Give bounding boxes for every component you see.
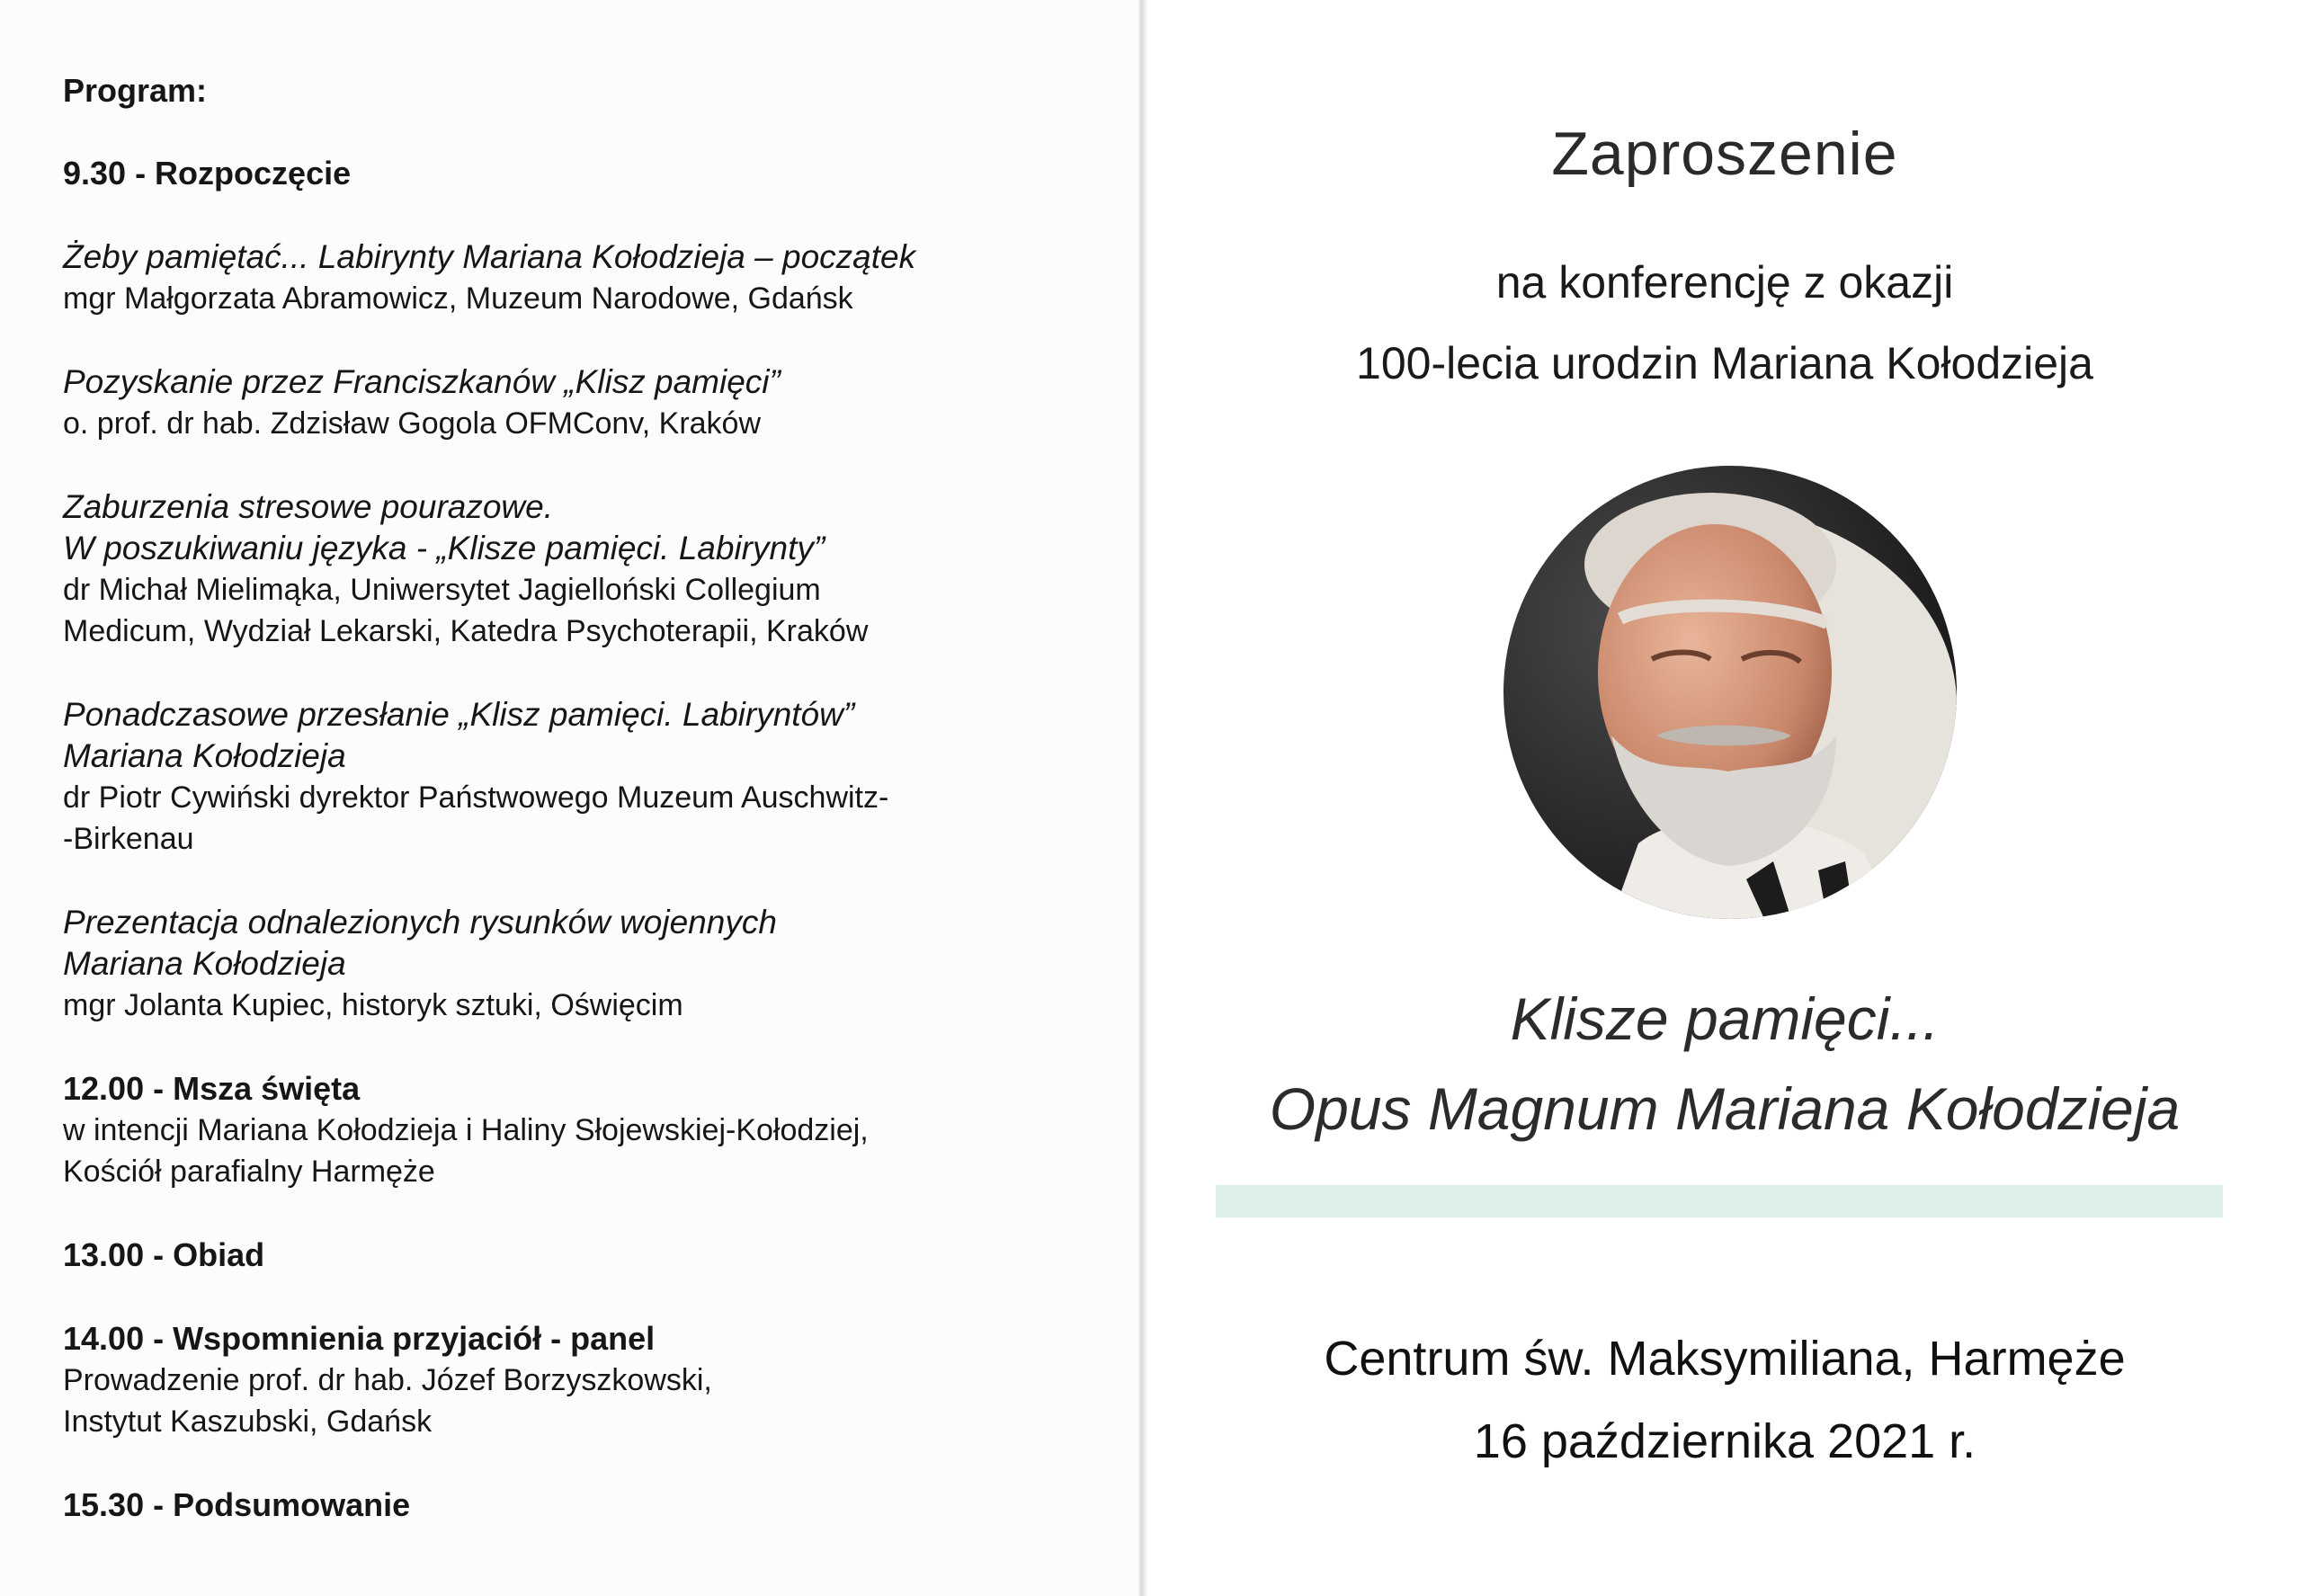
quote-line: Opus Magnum Mariana Kołodzieja [1269, 1075, 2181, 1142]
speaker-info: Kościół parafialny Harmęże [63, 1155, 435, 1189]
speaker-info: mgr Jolanta Kupiec, historyk sztuki, Oświęcim [63, 988, 683, 1022]
program-item [63, 1318, 1106, 1442]
talk-title: Ponadczasowe przesłanie „Klisz pamięci. Labiryntów” [63, 696, 855, 733]
invitation-subtitle: na konferencję z okazji [1495, 257, 1954, 308]
speaker-info: w intencji Mariana Kołodzieja i Haliny Słojewskiej-Kołodziej, [63, 1113, 869, 1147]
program-item [63, 236, 1106, 319]
portrait-photo [1503, 466, 1957, 919]
talk-title: W poszukiwaniu języka - „Klisze pamięci. Labirynty” [63, 530, 825, 566]
speaker-info: Instytut Kaszubski, Gdańsk [63, 1404, 433, 1439]
speaker-info: dr Piotr Cywiński dyrektor Państwowego Muzeum Auschwitz- [63, 780, 889, 815]
speaker-info: -Birkenau [63, 822, 194, 856]
program-item-head: 13.00 - Obiad [63, 1236, 265, 1273]
program-item-head: 12.00 - Msza święta [63, 1070, 361, 1107]
talk-title: Prezentacja odnalezionych rysunków wojennych [63, 904, 777, 941]
quote-line: Klisze pamięci... [1510, 985, 1940, 1052]
speaker-info: mgr Małgorzata Abramowicz, Muzeum Narodowe, Gdańsk [63, 281, 853, 316]
program-item [63, 1235, 1106, 1276]
program-item-head: 15.30 - Podsumowanie [63, 1486, 411, 1523]
program-item [63, 486, 1106, 652]
invitation-page [1147, 0, 2302, 1596]
program-item [63, 1485, 1106, 1526]
program-item [63, 1068, 1106, 1192]
program-list [63, 72, 1106, 1568]
portrait-image [1503, 466, 1957, 919]
program-item-head: 9.30 - Rozpoczęcie [63, 155, 352, 192]
program-item-head: 14.00 - Wspomnienia przyjaciół - panel [63, 1320, 656, 1357]
speaker-info: Medicum, Wydział Lekarski, Katedra Psychoterapii, Kraków [63, 614, 869, 648]
invitation-title: Zaproszenie [1551, 120, 1898, 188]
program-item [63, 153, 1106, 194]
invitation-subtitle: 100-lecia urodzin Mariana Kołodzieja [1356, 338, 2093, 388]
program-title: Program: [63, 72, 208, 109]
program-item [63, 902, 1106, 1026]
talk-title: Mariana Kołodzieja [63, 737, 346, 774]
speaker-info: Prowadzenie prof. dr hab. Józef Borzyszkowski, [63, 1363, 712, 1397]
speaker-info: dr Michał Mielimąka, Uniwersytet Jagielloński Collegium [63, 573, 821, 607]
talk-title: Zaburzenia stresowe pourazowe. [63, 488, 554, 525]
page-fold [1138, 0, 1147, 1596]
talk-title: Pozyskanie przez Franciszkanów „Klisz pamięci” [63, 363, 781, 400]
talk-title: Żeby pamiętać... Labirynty Mariana Kołodzieja – początek [63, 238, 916, 275]
program-page [0, 0, 1140, 1596]
program-item [63, 694, 1106, 860]
decorative-band [1216, 1185, 2223, 1217]
speaker-info: o. prof. dr hab. Zdzisław Gogola OFMConv, Kraków [63, 406, 762, 441]
talk-title: Mariana Kołodzieja [63, 945, 346, 982]
event-date: 16 października 2021 r. [1473, 1414, 1976, 1468]
program-item [63, 361, 1106, 444]
venue-text: Centrum św. Maksymiliana, Harmęże [1324, 1332, 2126, 1386]
